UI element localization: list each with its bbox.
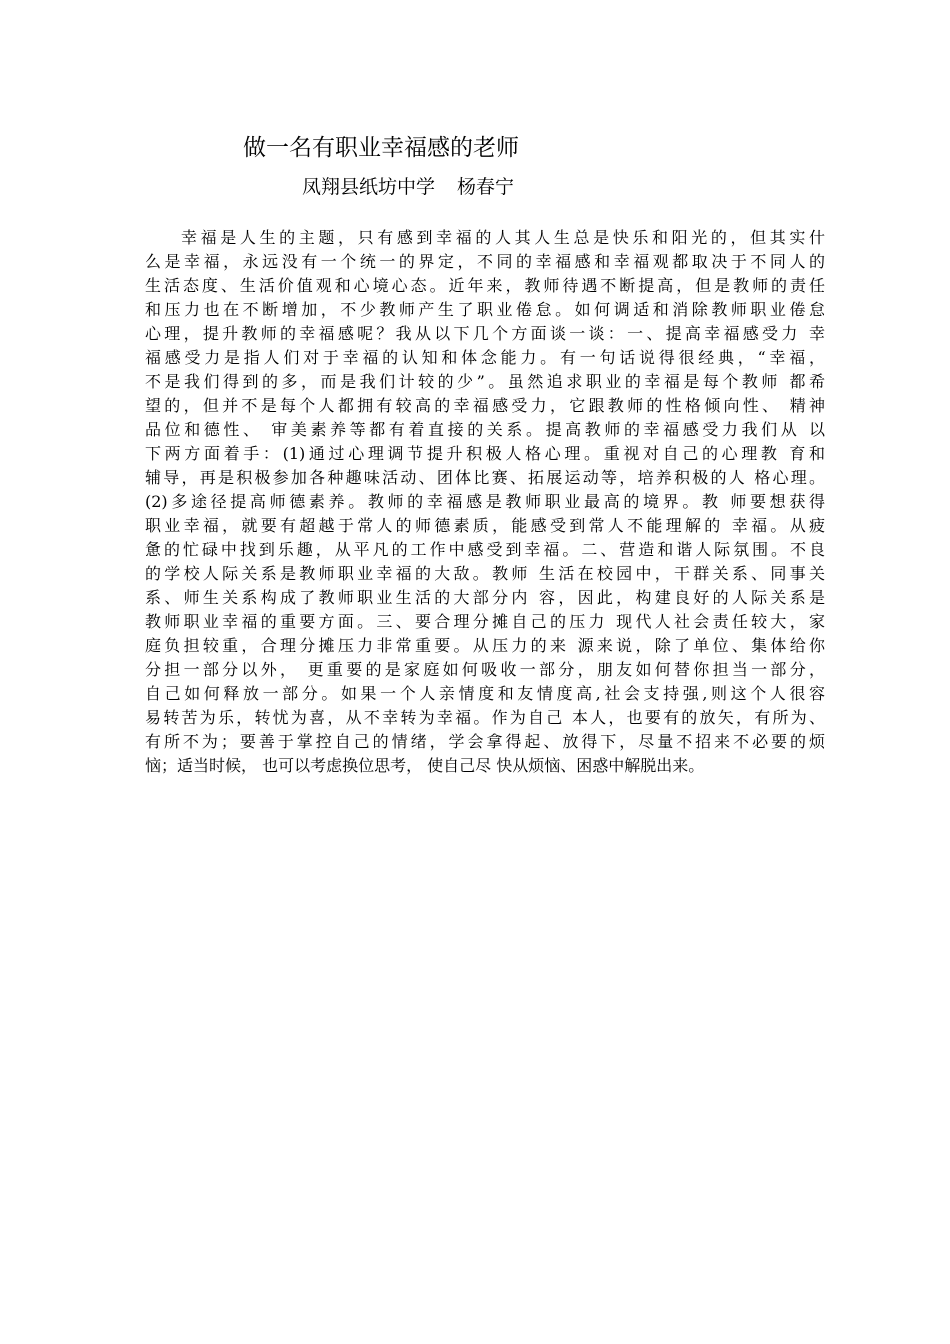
document-title: 做一名有职业幸福感的老师 — [243, 135, 519, 161]
body-line: 望的，但并不是每个人都拥有较高的幸福感受力，它跟教师的性格倾向性、 精神 — [145, 396, 825, 415]
author-name: 杨春宁 — [457, 176, 515, 198]
body-line: 系、师生关系构成了教师职业生活的大部分内 容，因此，构建良好的人际关系是 — [145, 588, 825, 607]
article-body — [145, 226, 825, 778]
body-line: 心理，提升教师的幸福感呢？我从以下几个方面谈一谈：一、提高幸福感受力 幸 — [145, 324, 825, 343]
body-line: 职业幸福，就要有超越于常人的师德素质，能感受到常人不能理解的 幸福。从疲 — [145, 516, 825, 535]
body-line: 分担一部分以外， 更重要的是家庭如何吸收一部分，朋友如何替你担当一部分， — [145, 660, 825, 679]
body-line: 和压力也在不断增加，不少教师产生了职业倦怠。如何调适和消除教师职业倦怠 — [145, 300, 825, 319]
body-line: 生活态度、生活价值观和心境心态。近年来，教师待遇不断提高，但是教师的责任 — [145, 276, 825, 295]
body-line: 教师职业幸福的重要方面。三、要合理分摊自己的压力 现代人社会责任较大，家 — [145, 612, 825, 631]
body-line: 品位和德性、 审美素养等都有着直接的关系。提高教师的幸福感受力我们从 以 — [145, 420, 825, 439]
body-line: 不是我们得到的多，而是我们计较的少”。虽然追求职业的幸福是每个教师 都希 — [145, 372, 825, 391]
body-line: 自己如何释放一部分。如果一个人亲情度和友情度高,社会支持强,则这个人很容 — [145, 684, 825, 703]
body-line: 幸福是人生的主题，只有感到幸福的人其人生总是快乐和阳光的，但其实什 — [181, 228, 825, 247]
body-line: 下两方面着手：(1)通过心理调节提升积极人格心理。重视对自己的心理教 育和 — [145, 444, 825, 463]
body-line: (2)多途径提高师德素养。教师的幸福感是教师职业最高的境界。教 师要想获得 — [145, 492, 825, 511]
byline — [302, 174, 514, 200]
body-line: 庭负担较重，合理分摊压力非常重要。从压力的来 源来说，除了单位、集体给你 — [145, 636, 825, 655]
body-line: 易转苦为乐，转忧为喜，从不幸转为幸福。作为自己 本人，也要有的放矢，有所为、 — [145, 708, 825, 727]
body-line: 福感受力是指人们对于幸福的认知和体念能力。有一句话说得很经典，“幸福， — [145, 348, 825, 367]
body-line: 的学校人际关系是教师职业幸福的大敌。教师 生活在校园中，干群关系、同事关 — [145, 564, 825, 583]
author-school: 凤翔县纸坊中学 — [302, 176, 436, 198]
body-line: 惫的忙碌中找到乐趣，从平凡的工作中感受到幸福。二、营造和谐人际氛围。不良 — [145, 540, 825, 559]
body-line: 么是幸福，永远没有一个统一的界定，不同的幸福感和幸福观都取决于不同人的 — [145, 252, 825, 271]
body-line: 辅导，再是积极参加各种趣味活动、团体比赛、拓展运动等，培养积极的人 格心理。 — [145, 468, 825, 487]
body-line: 有所不为；要善于掌控自己的情绪，学会拿得起、放得下，尽量不招来不必要的烦 — [145, 732, 825, 751]
body-line: 恼；适当时候， 也可以考虑换位思考， 使自己尽 快从烦恼、困惑中解脱出来。 — [145, 756, 705, 775]
